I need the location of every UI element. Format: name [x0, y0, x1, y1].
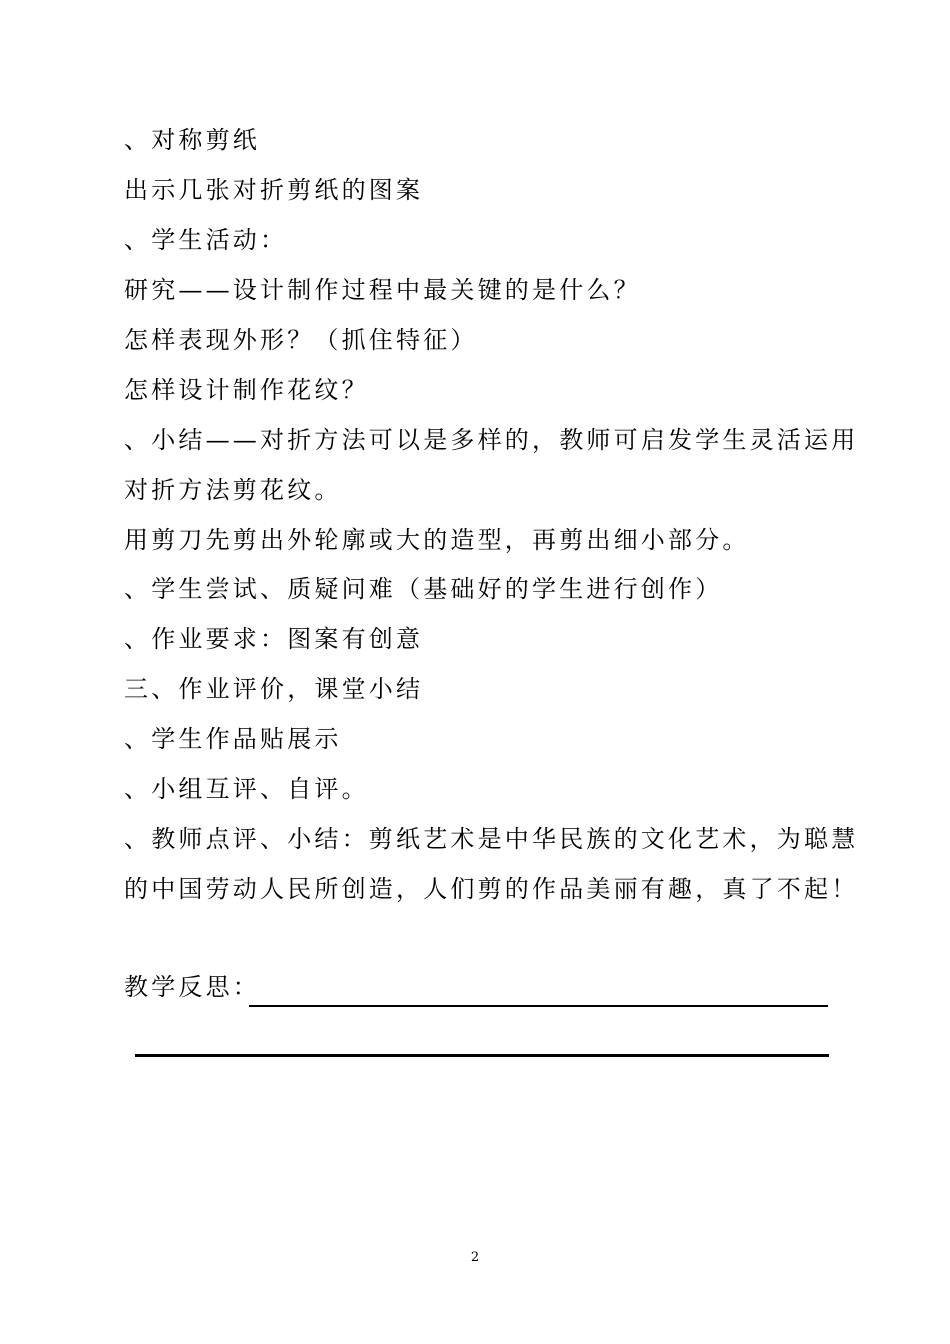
text-line: 怎样设计制作花纹？: [124, 376, 369, 404]
text-line: 、学生活动：: [124, 226, 288, 254]
text-line: 出示几张对折剪纸的图案: [124, 176, 424, 204]
text-line: 、教师点评、小结：剪纸艺术是中华民族的文化艺术，为聪慧: [124, 825, 859, 853]
text-line: 、对称剪纸: [124, 126, 260, 154]
text-line: 用剪刀先剪出外轮廓或大的造型，再剪出细小部分。: [124, 526, 750, 554]
reflection-underline-2: [135, 1054, 829, 1057]
reflection-underline: [249, 1005, 828, 1007]
text-line: 、小结——对折方法可以是多样的，教师可启发学生灵活运用: [124, 426, 859, 454]
text-line: 的中国劳动人民所创造，人们剪的作品美丽有趣，真了不起！: [124, 875, 859, 903]
reflection-label: 教学反思：: [124, 973, 260, 1001]
text-line: 、学生尝试、质疑问难（基础好的学生进行创作）: [124, 575, 723, 603]
page-number: 2: [470, 1250, 480, 1265]
section-heading: 三、作业评价，课堂小结: [124, 675, 424, 703]
text-line: 怎样表现外形？（抓住特征）: [124, 326, 478, 354]
text-line: 、学生作品贴展示: [124, 725, 342, 753]
text-line: 、作业要求：图案有创意: [124, 625, 424, 653]
text-line: 对折方法剪花纹。: [124, 476, 342, 504]
text-line: 研究——设计制作过程中最关键的是什么？: [124, 276, 641, 304]
text-line: 、小组互评、自评。: [124, 775, 369, 803]
